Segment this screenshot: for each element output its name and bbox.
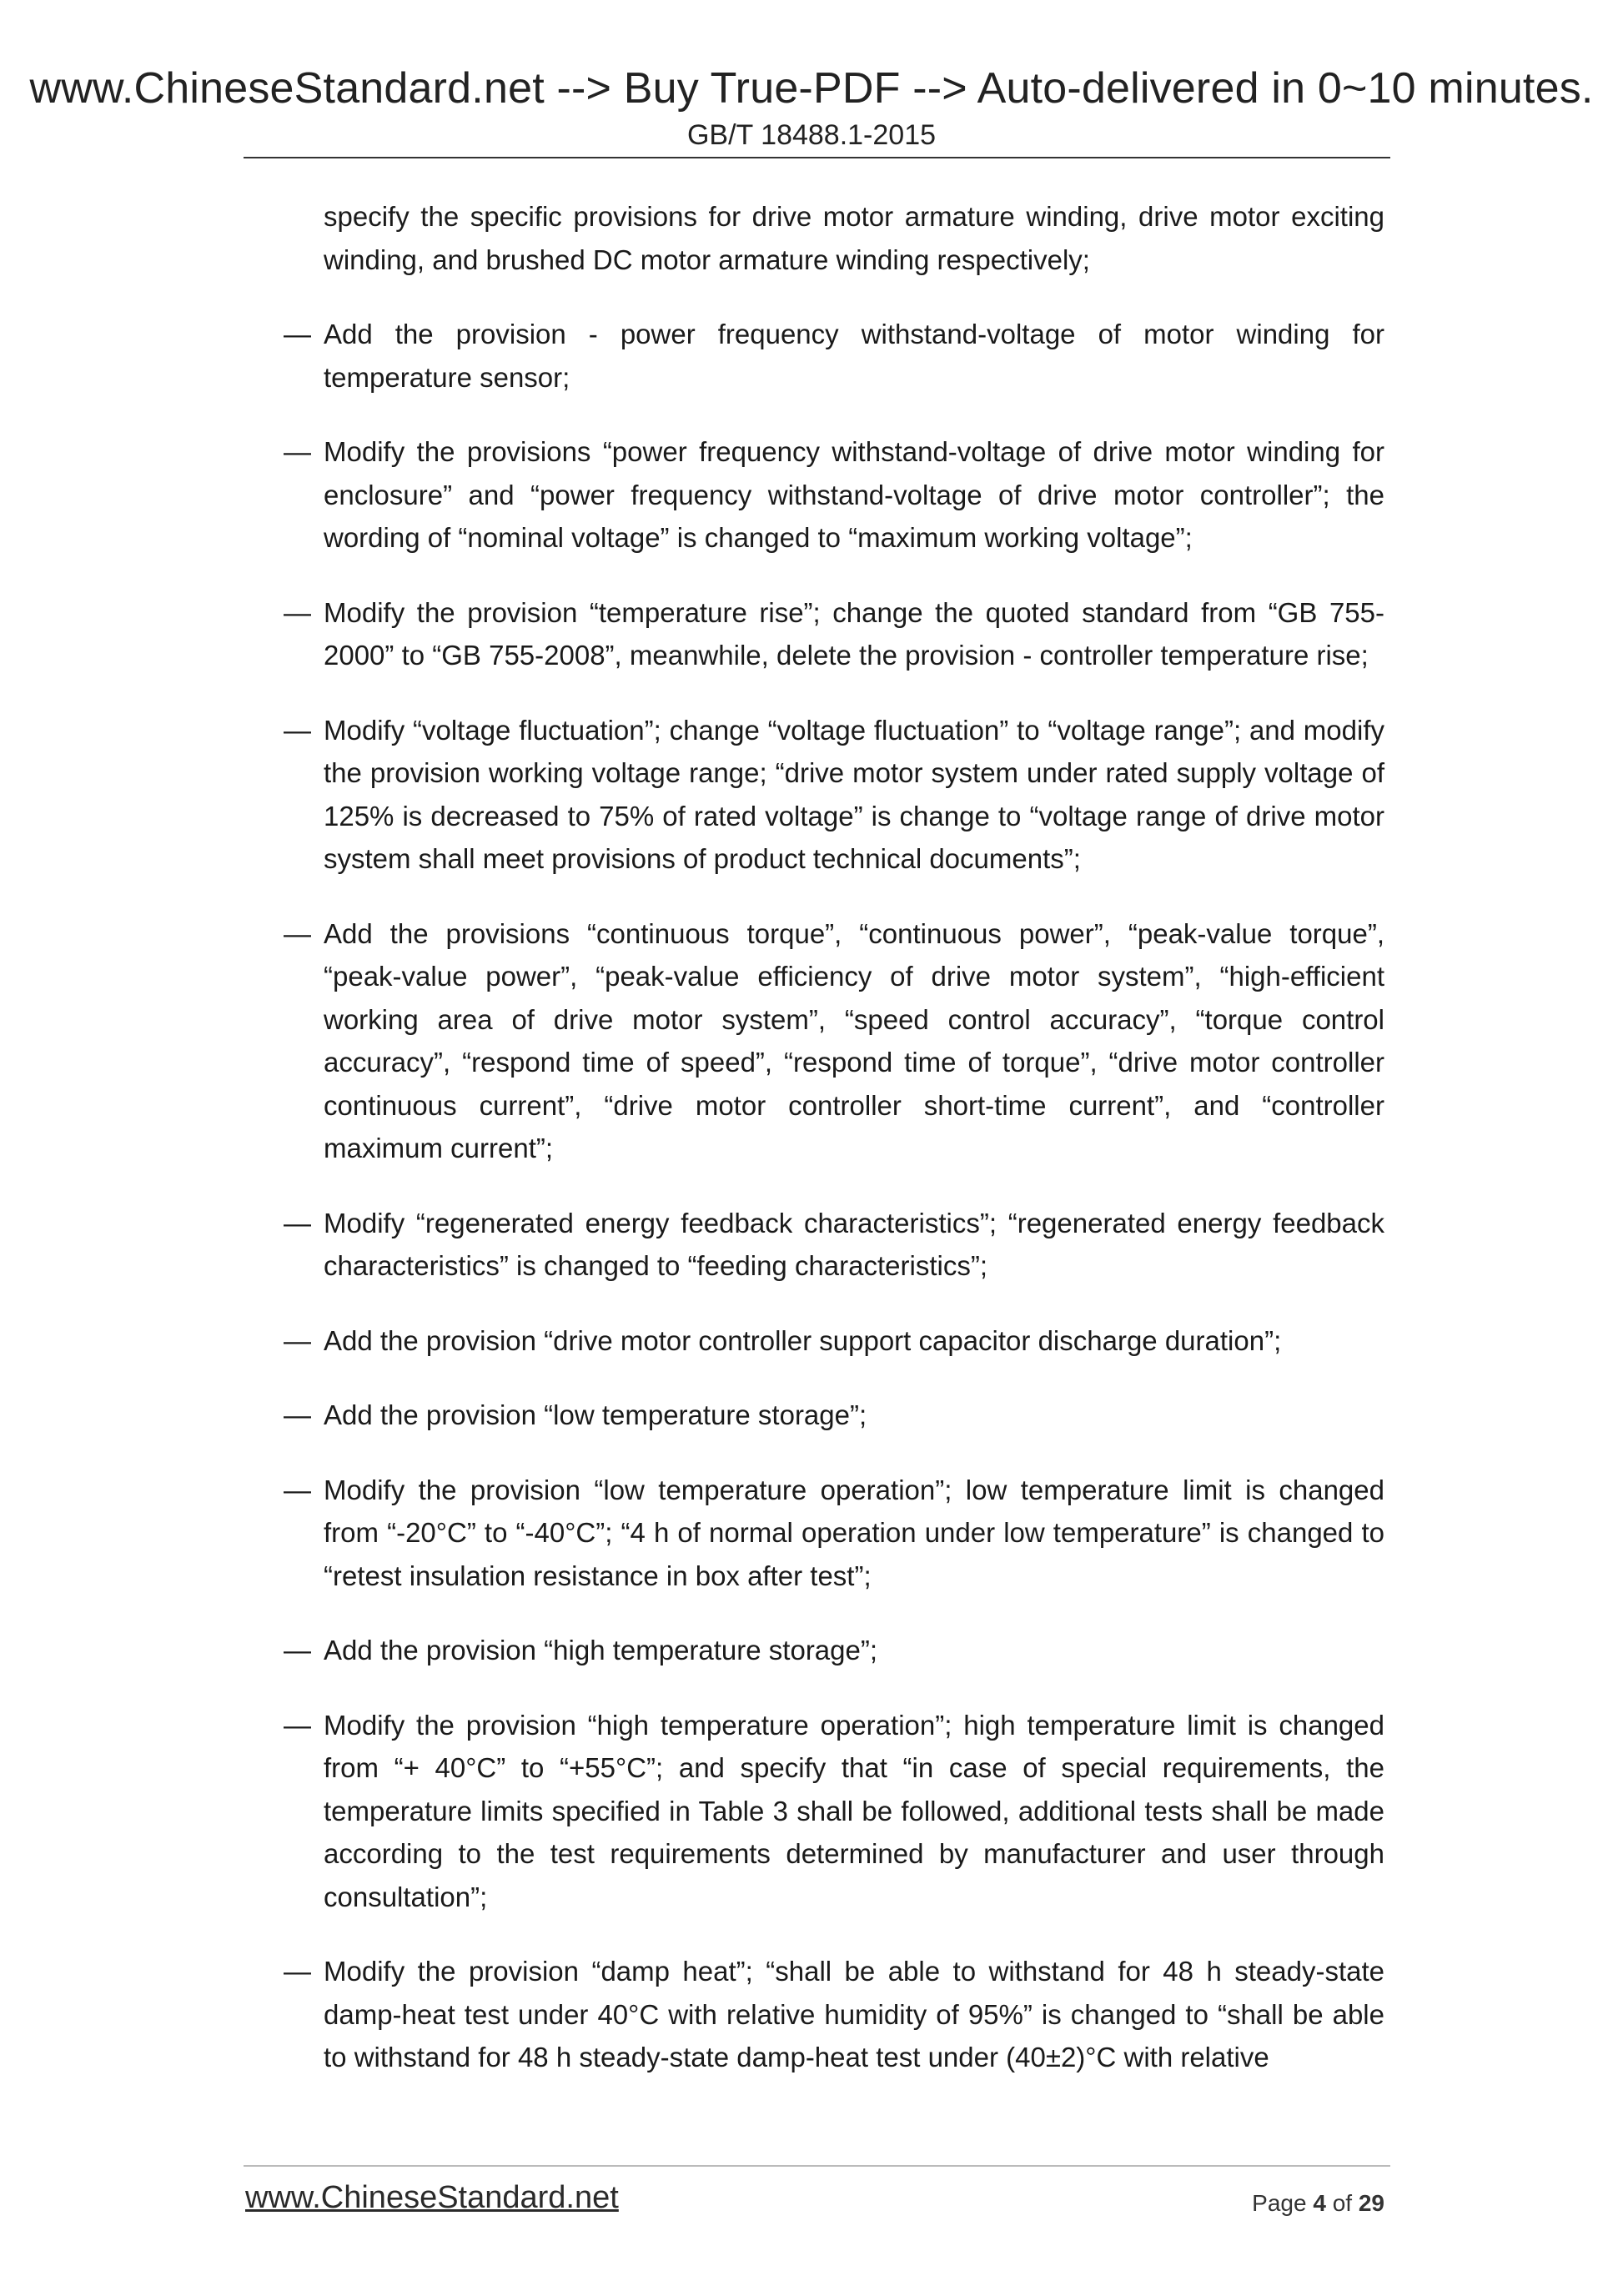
list-item-text: Modify “voltage fluctuation”; change “voltage fluctuation” to “voltage range”; and modify the provision working voltage range; “drive motor system under rated supply voltage of 125% is decreased to 75% of rated voltage” is change to “voltage range of drive motor system shall meet provisions of product technical documents”; [324,714,1384,874]
list-item [284,430,1384,560]
list-item [284,1704,1384,1919]
list-item [284,1469,1384,1598]
list-item [284,1319,1384,1363]
list-item-text: Add the provisions “continuous torque”, “continuous power”, “peak-value torque”, “peak-value power”, “peak-value efficiency of drive motor system”, “high-efficient working area of drive motor system”, “speed control accuracy”, “torque control accuracy”, “respond time of speed”, “respond time of torque”, “drive motor controller continuous current”, “drive motor controller short-time current”, and “controller maximum current”; [324,917,1384,1163]
list-item-text: Add the provision - power frequency withstand-voltage of motor winding for temperature sensor; [324,319,1384,393]
dash-bullet: — [284,1207,311,1238]
dash-bullet: — [284,714,311,746]
page-indicator [1234,2188,1384,2218]
page-of: of [1332,2190,1353,2216]
list-item [284,1950,1384,2079]
list-item [284,912,1384,1170]
dash-bullet: — [284,1709,311,1741]
dash-bullet: — [284,917,311,949]
list-item-text: Modify “regenerated energy feedback characteristics”; “regenerated energy feedback characteristics” is changed to “feeding characteristics”; [324,1207,1384,1281]
dash-bullet: — [284,1474,311,1505]
standard-number: GB/T 18488.1-2015 [686,119,937,151]
list-item [284,1629,1384,1672]
continuation-paragraph: specify the specific provisions for drive motor armature winding, drive motor exciting winding, and brushed DC motor armature winding respectively; [324,201,1384,275]
document-body [284,195,1384,2111]
list-item-text: Modify the provisions “power frequency withstand-voltage of drive motor winding for enclosure” and “power frequency withstand-voltage of drive motor controller”; the wording of “nominal voltage” is changed to “maximum working voltage”; [324,436,1384,553]
list-item [284,1394,1384,1437]
dash-bullet: — [284,1635,311,1665]
dash-bullet: — [284,436,311,467]
list-item-text: Modify the provision “high temperature operation”; high temperature limit is changed from “+ 40°C” to “+55°C”; and specify that “in case of special requirements, the temperature limits specified in Table 3 shall be followed, additional tests shall be made according to the test requirements determined by manufacturer and user through consultation”; [324,1709,1384,1912]
dash-bullet: — [284,1956,311,1987]
dash-bullet: — [284,596,311,628]
list-item-text: Modify the provision “low temperature operation”; low temperature limit is changed from “-20°C” to “-40°C”; “4 h of normal operation under low temperature” is changed to “retest insulation resistance in box after test”; [324,1474,1384,1591]
list-item [284,591,1384,677]
list-item-text: Modify the provision “temperature rise”; change the quoted standard from “GB 755-2000” to “GB 755-2008”, meanwhile, delete the provision - controller temperature rise; [324,596,1384,671]
header-divider [244,157,1390,158]
list-item [284,709,1384,881]
list-item [284,313,1384,399]
dash-bullet: — [284,1399,311,1430]
header-banner: www.ChineseStandard.net --> Buy True-PDF --> Auto-delivered in 0~10 minutes. [29,64,1594,113]
dash-bullet: — [284,1324,311,1356]
page-total: 29 [1358,2190,1384,2216]
footer-divider [244,2165,1390,2167]
list-item [284,1202,1384,1288]
list-item-text: Add the provision “high temperature storage”; [324,1635,878,1665]
list-item-text: Add the provision “drive motor controller support capacitor discharge duration”; [324,1324,1282,1356]
page-word: Page [1252,2190,1307,2216]
page-current: 4 [1313,2190,1326,2216]
list-item-text: Modify the provision “damp heat”; “shall be able to withstand for 48 h steady-state damp-heat test under 40°C with relative humidity of 95%” is changed to “shall be able to withstand for 48 h steady-state damp-heat test under (40±2)°C with relative [324,1956,1384,2072]
dash-bullet: — [284,319,311,349]
list-item-text: Add the provision “low temperature storage”; [324,1399,867,1430]
footer-site-link[interactable]: www.ChineseStandard.net [245,2180,619,2215]
